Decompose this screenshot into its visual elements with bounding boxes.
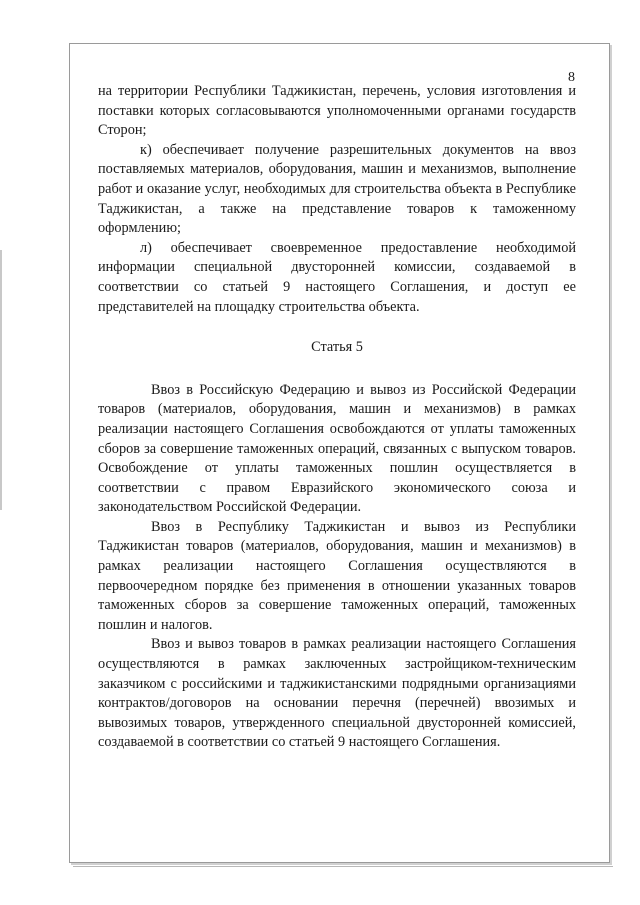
scan-edge-mark	[0, 250, 2, 510]
paragraph-item-l: л) обеспечивает своевременное предоставление необходимой информации специальной двусторонней комиссии, создаваемой в соответствии со статьей 9 настоящего Соглашения, и доступ ее представителей на площадку строительства объекта.	[98, 239, 576, 315]
document-body	[98, 82, 576, 753]
paragraph-continuation: на территории Республики Таджикистан, перечень, условия изготовления и поставки которых согласовываются уполномоченными органами государств Сторон;	[98, 83, 576, 139]
article-paragraph-2: Ввоз в Республику Таджикистан и вывоз из Республики Таджикистан товаров (материалов, оборудования, машин и механизмов) в рамках реализации настоящего Соглашения осуществляются в первоочередном порядке без применения в отношении указанных товаров таможенных сборов за совершение таможенных операций, таможенных пошлин и налогов.	[98, 518, 576, 633]
paragraph-item-k: к) обеспечивает получение разрешительных документов на ввоз поставляемых материалов, оборудования, машин и механизмов, выполнение работ и оказание услуг, необходимых для строительства объекта в Республике Таджикистан, а также на представление товаров к таможенному оформлению;	[98, 141, 576, 237]
article-paragraph-1: Ввоз в Российскую Федерацию и вывоз из Российской Федерации товаров (материалов, оборудования, машин и механизмов) в рамках реализации настоящего Соглашения освобождаются от уплаты таможенных сборов за совершение таможенных операций, связанных с выпуском товаров. Освобождение от уплаты таможенных пошлин осуществляется в соответствии с правом Евразийского экономического союза и законодательством Российской Федерации.	[98, 381, 576, 516]
article-title: Статья 5	[311, 339, 363, 356]
page-number: 8	[568, 70, 575, 85]
article-paragraph-3: Ввоз и вывоз товаров в рамках реализации настоящего Соглашения осуществляются в рамках заключенных застройщиком-техническим заказчиком с российскими и таджикистанскими подрядными организациями контрактов/договоров на основании перечня (перечней) ввозимых и вывозимых товаров, утвержденного специальной двусторонней комиссией, создаваемой в соответствии со статьей 9 настоящего Соглашения.	[98, 636, 576, 751]
